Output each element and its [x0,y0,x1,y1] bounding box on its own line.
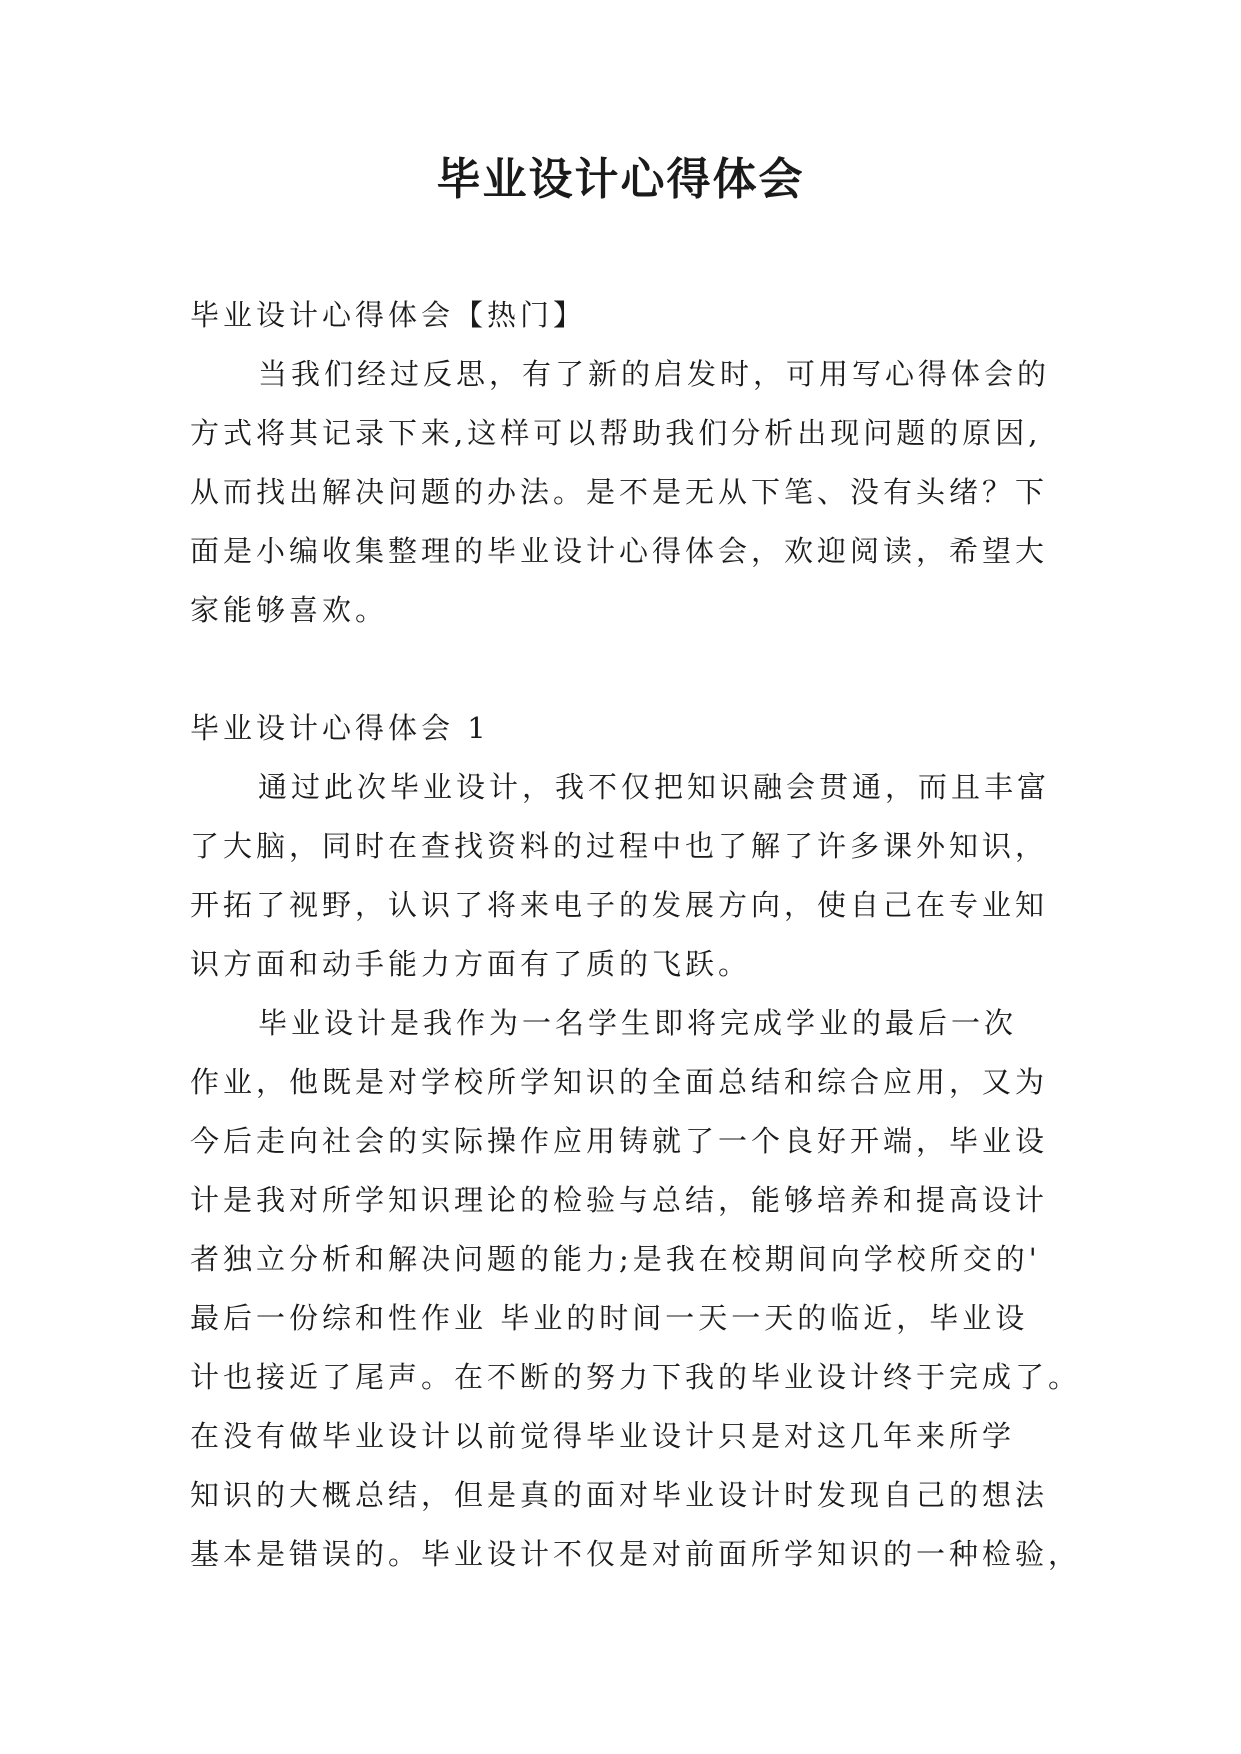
paragraph-line: 方式将其记录下来,这样可以帮助我们分析出现问题的原因, [190,416,1042,450]
paragraph-line: 计也接近了尾声。在不断的努力下我的毕业设计终于完成了。 [190,1360,1082,1394]
paragraph-line: 计是我对所学知识理论的检验与总结，能够培养和提高设计 [190,1183,1049,1217]
paragraph-line: 最后一份综和性作业 毕业的时间一天一天的临近，毕业设 [190,1301,1029,1335]
paragraph-line: 当我们经过反思，有了新的启发时，可用写心得体会的 [258,357,1051,391]
paragraph-line: 者独立分析和解决问题的能力;是我在校期间向学校所交的' [190,1242,1041,1276]
paragraph-line: 通过此次毕业设计，我不仅把知识融会贯通，而且丰富 [258,770,1051,804]
paragraph-line: 开拓了视野，认识了将来电子的发展方向，使自己在专业知 [190,888,1049,922]
paragraph-line: 基本是错误的。毕业设计不仅是对前面所学知识的一种检验， [190,1537,1082,1571]
paragraph-line: 知识的大概总结，但是真的面对毕业设计时发现自己的想法 [190,1478,1049,1512]
paragraph-line: 面是小编收集整理的毕业设计心得体会，欢迎阅读，希望大 [190,534,1049,568]
document-title: 毕业设计心得体会 [436,154,805,205]
paragraph-line: 家能够喜欢。 [190,593,389,627]
paragraph-line: 了大脑，同时在查找资料的过程中也了解了许多课外知识， [190,829,1049,863]
section-heading: 毕业设计心得体会 1 [190,711,490,745]
paragraph-line: 从而找出解决问题的办法。是不是无从下笔、没有头绪？下 [190,475,1049,509]
paragraph-line: 毕业设计是我作为一名学生即将完成学业的最后一次 [258,1006,1018,1040]
document-body [190,286,1082,1584]
section-heading: 毕业设计心得体会【热门】 [190,298,587,332]
paragraph-line: 作业，他既是对学校所学知识的全面总结和综合应用，又为 [190,1065,1049,1099]
paragraph-line: 今后走向社会的实际操作应用铸就了一个良好开端，毕业设 [190,1124,1049,1158]
paragraph-gap [190,640,1050,699]
paragraph-line: 在没有做毕业设计以前觉得毕业设计只是对这几年来所学 [190,1419,1016,1453]
paragraph-line: 识方面和动手能力方面有了质的飞跃。 [190,947,752,981]
